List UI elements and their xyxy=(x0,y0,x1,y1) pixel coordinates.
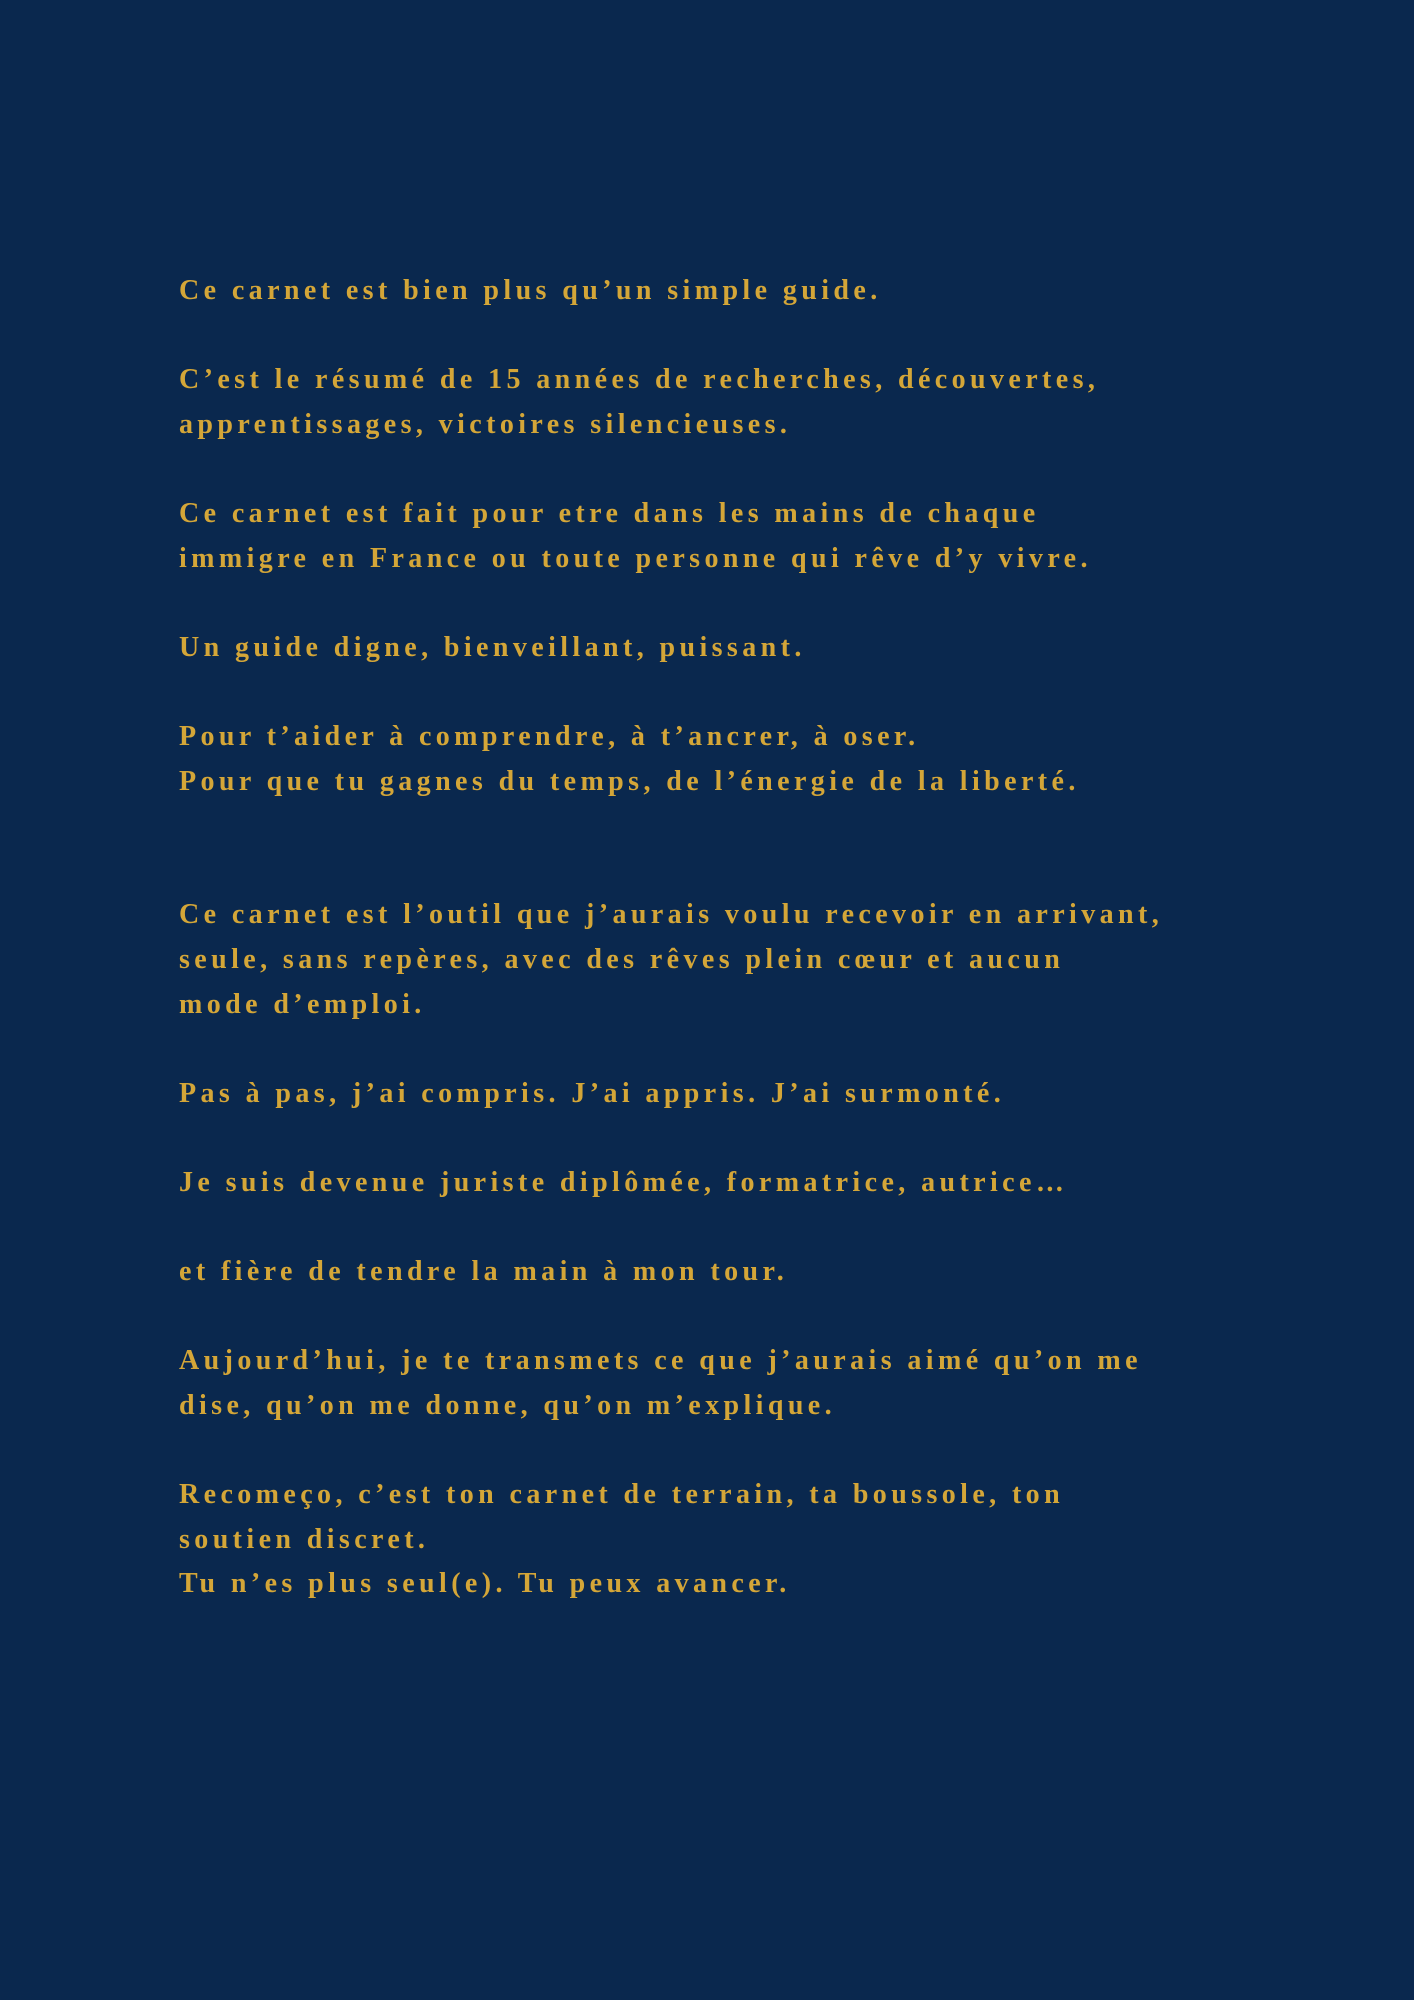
text-line: et fière de tendre la main à mon tour. xyxy=(179,1256,789,1288)
paragraph xyxy=(179,358,1163,447)
text-line: Pour que tu gagnes du temps, de l’énergie de la liberté. xyxy=(179,765,1080,797)
paragraph xyxy=(179,269,1163,314)
text-line: Ce carnet est l’outil que j’aurais voulu recevoir en arrivant, xyxy=(179,899,1164,931)
text-line: dise, qu’on me donne, qu’on m’explique. xyxy=(179,1389,837,1421)
text-line: seule, sans repères, avec des rêves plein cœur et aucun xyxy=(179,943,1065,975)
text-line: Pas à pas, j’ai compris. J’ai appris. J’ai surmonté. xyxy=(179,1077,1006,1109)
text-line: Je suis devenue juriste diplômée, formatrice, autrice… xyxy=(179,1166,1069,1198)
text-line: Aujourd’hui, je te transmets ce que j’aurais aimé qu’on me xyxy=(179,1345,1142,1377)
text-line: C’est le résumé de 15 années de recherches, découvertes, xyxy=(179,364,1100,396)
paragraph xyxy=(179,1161,1163,1206)
paragraph xyxy=(179,492,1163,581)
text-line: Ce carnet est bien plus qu’un simple guide. xyxy=(179,275,882,306)
text-line: mode d’emploi. xyxy=(179,988,426,1020)
text-line: immigre en France ou toute personne qui rêve d’y vivre. xyxy=(179,542,1092,574)
paragraph xyxy=(179,1072,1163,1117)
text-line: Recomeço, c’est ton carnet de terrain, ta boussole, ton xyxy=(179,1479,1065,1511)
text-line: soutien discret. xyxy=(179,1523,430,1555)
text-line: apprentissages, victoires silencieuses. xyxy=(179,408,792,440)
text-line: Un guide digne, bienveillant, puissant. xyxy=(179,631,806,663)
paragraph xyxy=(179,626,1163,671)
page-text xyxy=(179,269,1163,1651)
paragraph xyxy=(179,893,1163,1027)
text-line: Tu n’es plus seul(e). Tu peux avancer. xyxy=(179,1568,791,1600)
text-line: Pour t’aider à comprendre, à t’ancrer, à oser. xyxy=(179,720,920,752)
paragraph xyxy=(179,715,1163,804)
text-line: Ce carnet est fait pour etre dans les mains de chaque xyxy=(179,497,1040,529)
paragraph xyxy=(179,1250,1163,1295)
paragraph xyxy=(179,1473,1163,1607)
paragraph xyxy=(179,1339,1163,1428)
